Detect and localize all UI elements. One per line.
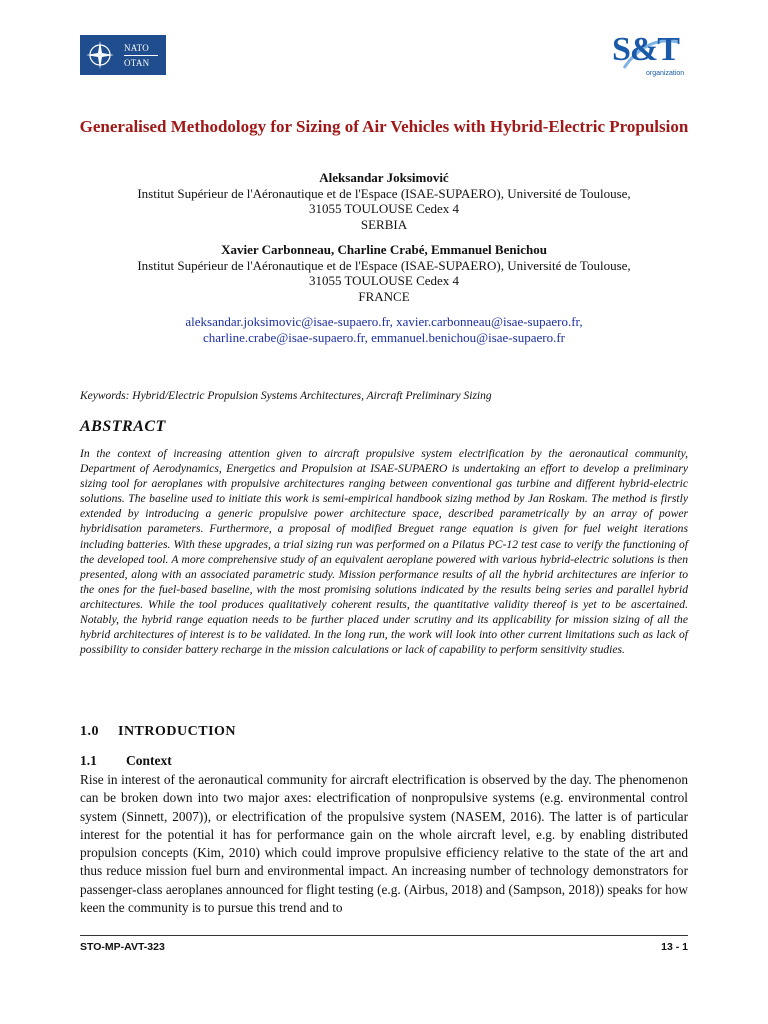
abstract-text: In the context of increasing attention given to aircraft propulsive system electrification by the aeronautical community, Department of Aerodynamics, Energetics and Propulsion at ISAE-SUPAERO is undertaking an effort to develop a preliminary sizing tool for aeroplanes with propulsive architectures ranging between conventional gas turbine and different hybrid-electric solutions. The baseline used to initiate this work is semi-empirical handbook sizing method by Jan Roskam. The method is firstly extended by introducing a generic propulsive power architecture space, described parametrically by an array of power hybridisation parameters. Furthermore, a proposal of modified Breguet range equation is given for fuel weight iterations including batteries. With these upgrades, a trial sizing run was performed on a Pilatus PC-12 test case to verify the functioning of the developed tool. A more comprehensive study of an equivalent aeroplane powered with various hybrid-electric solutions is then presented, along with an associated parametric study. Mission performance results of all the hybrid architectures are inferior to the ones for the fuel-based baseline, with the most promising solutions indicated by the results being series and parallel hybrid architectures. While the tool produces qualitatively coherent results, the quantitative validity thereof is yet to be ascertained. Notably, the hybrid range equation needs to be further placed under scrutiny and its applicability for mission sizing of all the hybrid architectures of interest is to be validated. In the long run, the work will look into other current limitations such as lack of possibility to consider battery recharge in the mission calculations or lack of capability to perform sensitivity studies. [80, 447, 688, 657]
email-line[interactable]: aleksandar.joksimovic@isae-supaero.fr, xavier.carbonneau@isae-supaero.fr, [185, 314, 583, 329]
nato-otan-logo [80, 35, 166, 75]
otan-label: OTAN [124, 57, 150, 68]
section-heading [80, 724, 236, 740]
footer-page-number: 13 - 1 [661, 941, 688, 953]
st-organization-logo [612, 30, 694, 84]
nato-label: NATO [124, 42, 150, 53]
author-name: Xavier Carbonneau, Charline Crabé, Emmanuel Benichou [221, 242, 547, 257]
author-country: FRANCE [358, 288, 410, 304]
author-affiliation: Institut Supérieur de l'Aéronautique et de l'Espace (ISAE-SUPAERO), Université de Toulouse, [137, 185, 631, 201]
body-paragraph: Rise in interest of the aeronautical community for aircraft electrification is observed by the day. The phenomenon can be broken down into two major axes: electrification of nonpropulsive systems (e.g. environmental control system (Sinnett, 2007)), or electrification of the propulsive system (NASEM, 2016). The latter is of particular interest for the potential it has for performance gain on the whole aircraft level, e.g. by enabling distributed propulsion concepts (Kim, 2010) which could improve propulsive efficiency relative to the state of the art and thus reduce mission fuel burn and environmental impact. An increasing number of technology demonstrators for passenger-class aeroplanes announced for flight testing (e.g. (Airbus, 2018) and (Sampson, 2018)) speaks for how keen the community is to pursue this trend and to [80, 772, 688, 916]
author-name: Aleksandar Joksimović [319, 170, 449, 185]
paper-title: Generalised Methodology for Sizing of Air Vehicles with Hybrid-Electric Propulsion [79, 117, 689, 136]
subsection-heading [80, 753, 172, 769]
st-logo-mark: S&T [612, 31, 679, 68]
author-address: 31055 TOULOUSE Cedex 4 [308, 201, 460, 216]
author-block-2 [60, 242, 708, 304]
keywords: Keywords: Hybrid/Electric Propulsion Systems Architectures, Aircraft Preliminary Sizing [80, 390, 492, 402]
section-number: 1.0 [80, 724, 99, 739]
author-affiliation: Institut Supérieur de l'Aéronautique et de l'Espace (ISAE-SUPAERO), Université de Toulouse, [137, 257, 631, 273]
st-logo-sub: organization [646, 70, 685, 77]
author-emails[interactable] [60, 314, 708, 345]
subsection-title: Context [126, 753, 172, 768]
subsection-number: 1.1 [80, 753, 97, 768]
author-block-1 [60, 170, 708, 232]
nato-compass-star-icon [80, 35, 120, 75]
footer-divider [80, 935, 688, 936]
author-address: 31055 TOULOUSE Cedex 4 [308, 273, 460, 288]
footer-doc-id: STO-MP-AVT-323 [80, 941, 165, 953]
email-line[interactable]: charline.crabe@isae-supaero.fr, emmanuel.benichou@isae-supaero.fr [203, 329, 565, 345]
section-title: INTRODUCTION [118, 724, 237, 739]
abstract-heading: ABSTRACT [80, 418, 166, 435]
author-country: SERBIA [360, 216, 408, 232]
